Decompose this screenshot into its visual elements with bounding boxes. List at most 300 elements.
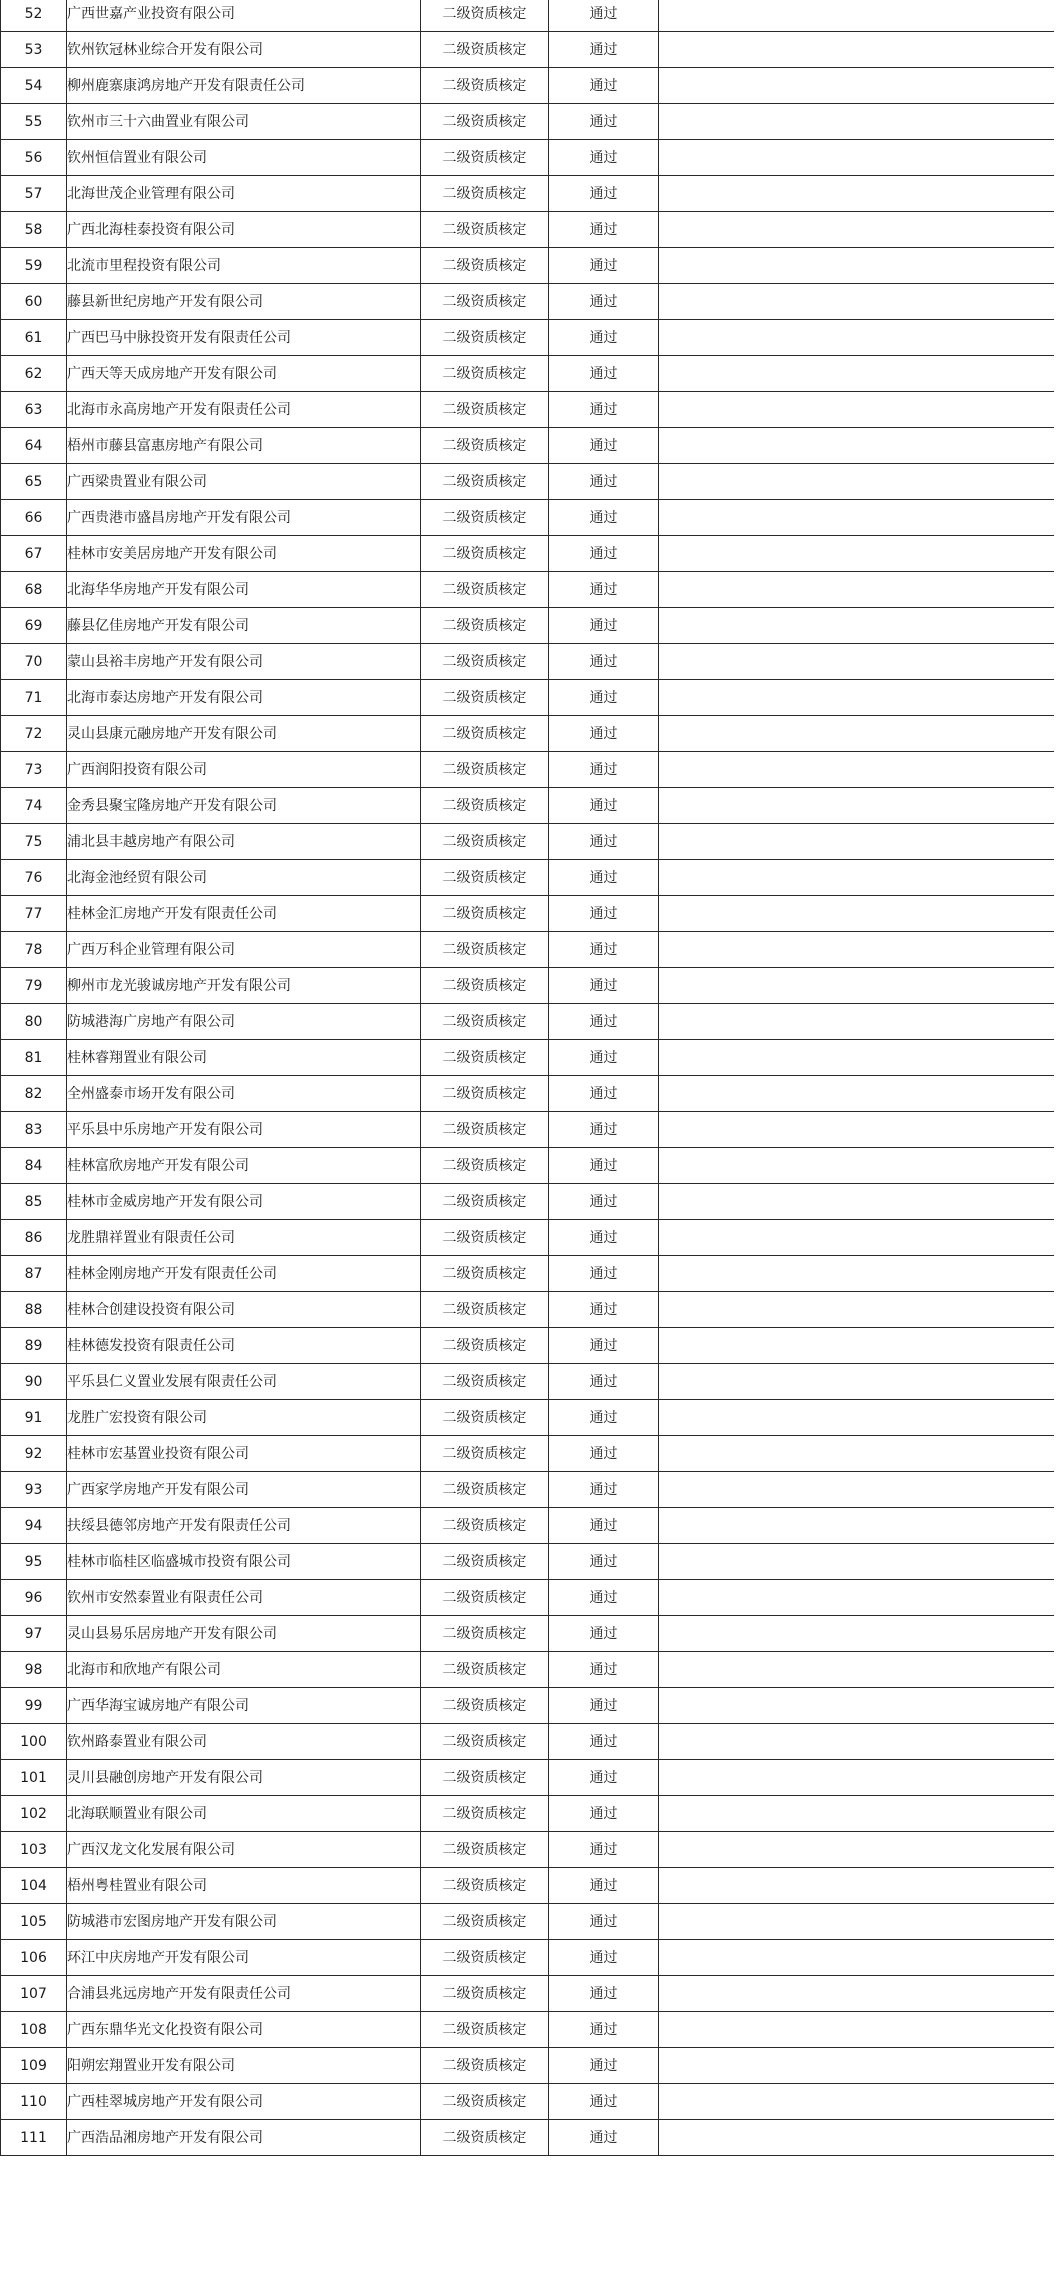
- row-number: 81: [1, 1040, 67, 1076]
- remarks: [659, 176, 1055, 212]
- table-row: [1, 1544, 1055, 1580]
- company-name: 桂林市宏基置业投资有限公司: [67, 1436, 421, 1472]
- table-row: [1, 824, 1055, 860]
- company-name: 北海金池经贸有限公司: [67, 860, 421, 896]
- remarks: [659, 2012, 1055, 2048]
- remarks: [659, 1688, 1055, 1724]
- qualification-type: 二级资质核定: [421, 788, 549, 824]
- table-row: [1, 1328, 1055, 1364]
- review-result: 通过: [549, 1940, 659, 1976]
- table-row: [1, 356, 1055, 392]
- row-number: 102: [1, 1796, 67, 1832]
- qualification-type: 二级资质核定: [421, 1004, 549, 1040]
- qualification-type: 二级资质核定: [421, 1292, 549, 1328]
- review-result: 通过: [549, 572, 659, 608]
- table-row: [1, 176, 1055, 212]
- table-row: [1, 932, 1055, 968]
- qualification-type: 二级资质核定: [421, 1796, 549, 1832]
- row-number: 73: [1, 752, 67, 788]
- remarks: [659, 284, 1055, 320]
- qualification-type: 二级资质核定: [421, 1832, 549, 1868]
- remarks: [659, 896, 1055, 932]
- remarks: [659, 2084, 1055, 2120]
- remarks: [659, 1724, 1055, 1760]
- company-name: 钦州恒信置业有限公司: [67, 140, 421, 176]
- qualification-type: 二级资质核定: [421, 2012, 549, 2048]
- company-name: 梧州市藤县富惠房地产有限公司: [67, 428, 421, 464]
- row-number: 59: [1, 248, 67, 284]
- review-result: 通过: [549, 1328, 659, 1364]
- remarks: [659, 1256, 1055, 1292]
- remarks: [659, 572, 1055, 608]
- remarks: [659, 1868, 1055, 1904]
- company-name: 防城港海广房地产有限公司: [67, 1004, 421, 1040]
- row-number: 61: [1, 320, 67, 356]
- company-name: 广西桂翠城房地产开发有限公司: [67, 2084, 421, 2120]
- company-name: 桂林睿翔置业有限公司: [67, 1040, 421, 1076]
- review-result: 通过: [549, 1580, 659, 1616]
- table-row: [1, 104, 1055, 140]
- company-name: 桂林金汇房地产开发有限责任公司: [67, 896, 421, 932]
- qualification-type: 二级资质核定: [421, 572, 549, 608]
- remarks: [659, 1580, 1055, 1616]
- remarks: [659, 1400, 1055, 1436]
- remarks: [659, 1292, 1055, 1328]
- qualification-type: 二级资质核定: [421, 1940, 549, 1976]
- qualification-type: 二级资质核定: [421, 392, 549, 428]
- remarks: [659, 32, 1055, 68]
- qualification-type: 二级资质核定: [421, 32, 549, 68]
- row-number: 93: [1, 1472, 67, 1508]
- qualification-type: 二级资质核定: [421, 356, 549, 392]
- review-result: 通过: [549, 428, 659, 464]
- review-result: 通过: [549, 1832, 659, 1868]
- table-row: [1, 1112, 1055, 1148]
- row-number: 74: [1, 788, 67, 824]
- remarks: [659, 1436, 1055, 1472]
- row-number: 52: [1, 0, 67, 32]
- review-result: 通过: [549, 140, 659, 176]
- remarks: [659, 1976, 1055, 2012]
- review-result: 通过: [549, 1796, 659, 1832]
- remarks: [659, 1760, 1055, 1796]
- company-name: 合浦县兆远房地产开发有限责任公司: [67, 1976, 421, 2012]
- row-number: 55: [1, 104, 67, 140]
- qualification-type: 二级资质核定: [421, 536, 549, 572]
- review-result: 通过: [549, 1760, 659, 1796]
- review-result: 通过: [549, 1724, 659, 1760]
- row-number: 108: [1, 2012, 67, 2048]
- qualification-type: 二级资质核定: [421, 1256, 549, 1292]
- qualification-type: 二级资质核定: [421, 1508, 549, 1544]
- table-row: [1, 68, 1055, 104]
- company-name: 钦州市安然泰置业有限责任公司: [67, 1580, 421, 1616]
- review-result: 通过: [549, 2012, 659, 2048]
- company-name: 广西巴马中脉投资开发有限责任公司: [67, 320, 421, 356]
- company-name: 广西天等天成房地产开发有限公司: [67, 356, 421, 392]
- company-name: 广西润阳投资有限公司: [67, 752, 421, 788]
- remarks: [659, 1940, 1055, 1976]
- company-name: 北流市里程投资有限公司: [67, 248, 421, 284]
- qualification-type: 二级资质核定: [421, 1724, 549, 1760]
- company-name: 广西世嘉产业投资有限公司: [67, 0, 421, 32]
- remarks: [659, 1508, 1055, 1544]
- table-row: [1, 1004, 1055, 1040]
- company-name: 广西北海桂泰投资有限公司: [67, 212, 421, 248]
- review-result: 通过: [549, 608, 659, 644]
- table-row: [1, 1472, 1055, 1508]
- table-row: [1, 1688, 1055, 1724]
- table-row: [1, 140, 1055, 176]
- company-name: 广西华海宝诚房地产有限公司: [67, 1688, 421, 1724]
- qualification-type: 二级资质核定: [421, 932, 549, 968]
- row-number: 111: [1, 2120, 67, 2156]
- company-name: 平乐县中乐房地产开发有限公司: [67, 1112, 421, 1148]
- remarks: [659, 2048, 1055, 2084]
- row-number: 88: [1, 1292, 67, 1328]
- row-number: 89: [1, 1328, 67, 1364]
- qualification-type: 二级资质核定: [421, 320, 549, 356]
- remarks: [659, 1040, 1055, 1076]
- remarks: [659, 536, 1055, 572]
- qualification-type: 二级资质核定: [421, 1220, 549, 1256]
- company-name: 钦州市三十六曲置业有限公司: [67, 104, 421, 140]
- table-row: [1, 212, 1055, 248]
- company-name: 灵山县易乐居房地产开发有限公司: [67, 1616, 421, 1652]
- row-number: 56: [1, 140, 67, 176]
- row-number: 99: [1, 1688, 67, 1724]
- review-result: 通过: [549, 1220, 659, 1256]
- remarks: [659, 104, 1055, 140]
- table-row: [1, 1220, 1055, 1256]
- remarks: [659, 248, 1055, 284]
- review-result: 通过: [549, 1976, 659, 2012]
- table-row: [1, 0, 1055, 32]
- row-number: 100: [1, 1724, 67, 1760]
- remarks: [659, 1148, 1055, 1184]
- row-number: 90: [1, 1364, 67, 1400]
- remarks: [659, 464, 1055, 500]
- table-row: [1, 1832, 1055, 1868]
- review-result: 通过: [549, 32, 659, 68]
- company-name: 桂林德发投资有限责任公司: [67, 1328, 421, 1364]
- qualification-type: 二级资质核定: [421, 1688, 549, 1724]
- review-result: 通过: [549, 392, 659, 428]
- review-result: 通过: [549, 1868, 659, 1904]
- row-number: 57: [1, 176, 67, 212]
- review-result: 通过: [549, 500, 659, 536]
- table-row: [1, 1976, 1055, 2012]
- company-name: 灵山县康元融房地产开发有限公司: [67, 716, 421, 752]
- table-row: [1, 968, 1055, 1004]
- table-row: [1, 680, 1055, 716]
- remarks: [659, 680, 1055, 716]
- row-number: 72: [1, 716, 67, 752]
- company-name: 灵川县融创房地产开发有限公司: [67, 1760, 421, 1796]
- row-number: 84: [1, 1148, 67, 1184]
- remarks: [659, 752, 1055, 788]
- review-result: 通过: [549, 2084, 659, 2120]
- table-row: [1, 464, 1055, 500]
- review-result: 通过: [549, 284, 659, 320]
- row-number: 96: [1, 1580, 67, 1616]
- qualification-type: 二级资质核定: [421, 212, 549, 248]
- company-name: 广西浩品湘房地产开发有限公司: [67, 2120, 421, 2156]
- remarks: [659, 1796, 1055, 1832]
- row-number: 64: [1, 428, 67, 464]
- qualification-type: 二级资质核定: [421, 1400, 549, 1436]
- review-result: 通过: [549, 104, 659, 140]
- row-number: 107: [1, 1976, 67, 2012]
- remarks: [659, 1004, 1055, 1040]
- qualification-type: 二级资质核定: [421, 1436, 549, 1472]
- qualification-type: 二级资质核定: [421, 896, 549, 932]
- row-number: 68: [1, 572, 67, 608]
- company-name: 桂林金刚房地产开发有限责任公司: [67, 1256, 421, 1292]
- qualification-type: 二级资质核定: [421, 140, 549, 176]
- company-name: 桂林市金威房地产开发有限公司: [67, 1184, 421, 1220]
- qualification-type: 二级资质核定: [421, 1112, 549, 1148]
- review-result: 通过: [549, 536, 659, 572]
- row-number: 58: [1, 212, 67, 248]
- qualification-type: 二级资质核定: [421, 608, 549, 644]
- table-row: [1, 428, 1055, 464]
- table-row: [1, 572, 1055, 608]
- table-row: [1, 1076, 1055, 1112]
- table-row: [1, 1904, 1055, 1940]
- remarks: [659, 2120, 1055, 2156]
- table-row: [1, 500, 1055, 536]
- review-result: 通过: [549, 1004, 659, 1040]
- row-number: 69: [1, 608, 67, 644]
- review-result: 通过: [549, 1148, 659, 1184]
- review-result: 通过: [549, 1904, 659, 1940]
- remarks: [659, 716, 1055, 752]
- row-number: 105: [1, 1904, 67, 1940]
- company-name: 北海市泰达房地产开发有限公司: [67, 680, 421, 716]
- qualification-type: 二级资质核定: [421, 1760, 549, 1796]
- table-row: [1, 1184, 1055, 1220]
- company-name: 扶绥县德邻房地产开发有限责任公司: [67, 1508, 421, 1544]
- company-name: 北海世茂企业管理有限公司: [67, 176, 421, 212]
- company-name: 藤县亿佳房地产开发有限公司: [67, 608, 421, 644]
- review-result: 通过: [549, 752, 659, 788]
- company-name: 广西家学房地产开发有限公司: [67, 1472, 421, 1508]
- row-number: 83: [1, 1112, 67, 1148]
- company-name: 广西汉龙文化发展有限公司: [67, 1832, 421, 1868]
- review-result: 通过: [549, 2120, 659, 2156]
- row-number: 87: [1, 1256, 67, 1292]
- company-name: 环江中庆房地产开发有限公司: [67, 1940, 421, 1976]
- row-number: 80: [1, 1004, 67, 1040]
- remarks: [659, 1112, 1055, 1148]
- company-name: 金秀县聚宝隆房地产开发有限公司: [67, 788, 421, 824]
- row-number: 60: [1, 284, 67, 320]
- row-number: 110: [1, 2084, 67, 2120]
- remarks: [659, 1184, 1055, 1220]
- review-result: 通过: [549, 212, 659, 248]
- table-row: [1, 2120, 1055, 2156]
- remarks: [659, 1832, 1055, 1868]
- row-number: 63: [1, 392, 67, 428]
- table-row: [1, 896, 1055, 932]
- table-row: [1, 1724, 1055, 1760]
- review-result: 通过: [549, 1292, 659, 1328]
- qualification-type: 二级资质核定: [421, 104, 549, 140]
- row-number: 53: [1, 32, 67, 68]
- qualification-type: 二级资质核定: [421, 500, 549, 536]
- row-number: 66: [1, 500, 67, 536]
- company-name: 平乐县仁义置业发展有限责任公司: [67, 1364, 421, 1400]
- row-number: 86: [1, 1220, 67, 1256]
- row-number: 62: [1, 356, 67, 392]
- row-number: 76: [1, 860, 67, 896]
- company-name: 广西梁贵置业有限公司: [67, 464, 421, 500]
- row-number: 92: [1, 1436, 67, 1472]
- remarks: [659, 860, 1055, 896]
- company-name: 龙胜鼎祥置业有限责任公司: [67, 1220, 421, 1256]
- table-row: [1, 788, 1055, 824]
- review-result: 通过: [549, 248, 659, 284]
- review-result: 通过: [549, 1040, 659, 1076]
- table-row: [1, 2012, 1055, 2048]
- row-number: 70: [1, 644, 67, 680]
- row-number: 67: [1, 536, 67, 572]
- company-name: 北海联顺置业有限公司: [67, 1796, 421, 1832]
- remarks: [659, 68, 1055, 104]
- table-row: [1, 1616, 1055, 1652]
- qualification-type: 二级资质核定: [421, 1364, 549, 1400]
- table-row: [1, 644, 1055, 680]
- qualification-type: 二级资质核定: [421, 1904, 549, 1940]
- company-name: 北海市永高房地产开发有限责任公司: [67, 392, 421, 428]
- remarks: [659, 212, 1055, 248]
- review-result: 通过: [549, 1652, 659, 1688]
- company-name: 桂林富欣房地产开发有限公司: [67, 1148, 421, 1184]
- remarks: [659, 1328, 1055, 1364]
- remarks: [659, 356, 1055, 392]
- row-number: 101: [1, 1760, 67, 1796]
- company-name: 钦州钦冠林业综合开发有限公司: [67, 32, 421, 68]
- table-row: [1, 716, 1055, 752]
- qualification-type: 二级资质核定: [421, 1076, 549, 1112]
- remarks: [659, 428, 1055, 464]
- table-row: [1, 1148, 1055, 1184]
- review-result: 通过: [549, 1364, 659, 1400]
- row-number: 79: [1, 968, 67, 1004]
- row-number: 77: [1, 896, 67, 932]
- remarks: [659, 140, 1055, 176]
- remarks: [659, 0, 1055, 32]
- qualification-type: 二级资质核定: [421, 1580, 549, 1616]
- qualification-type: 二级资质核定: [421, 680, 549, 716]
- company-name: 柳州市龙光骏诚房地产开发有限公司: [67, 968, 421, 1004]
- table-row: [1, 1652, 1055, 1688]
- review-result: 通过: [549, 1544, 659, 1580]
- qualification-type: 二级资质核定: [421, 1328, 549, 1364]
- review-result: 通过: [549, 1508, 659, 1544]
- review-result: 通过: [549, 1112, 659, 1148]
- table-row: [1, 1760, 1055, 1796]
- qualification-type: 二级资质核定: [421, 824, 549, 860]
- row-number: 85: [1, 1184, 67, 1220]
- row-number: 78: [1, 932, 67, 968]
- remarks: [659, 1652, 1055, 1688]
- remarks: [659, 500, 1055, 536]
- remarks: [659, 1472, 1055, 1508]
- table-row: [1, 1508, 1055, 1544]
- company-name: 桂林市临桂区临盛城市投资有限公司: [67, 1544, 421, 1580]
- qualification-type: 二级资质核定: [421, 1652, 549, 1688]
- qualification-type: 二级资质核定: [421, 1040, 549, 1076]
- remarks: [659, 968, 1055, 1004]
- table-row: [1, 1796, 1055, 1832]
- remarks: [659, 608, 1055, 644]
- table-row: [1, 392, 1055, 428]
- table-row: [1, 1400, 1055, 1436]
- qualification-type: 二级资质核定: [421, 1616, 549, 1652]
- row-number: 109: [1, 2048, 67, 2084]
- qualification-type: 二级资质核定: [421, 644, 549, 680]
- table-row: [1, 32, 1055, 68]
- row-number: 65: [1, 464, 67, 500]
- company-name: 蒙山县裕丰房地产开发有限公司: [67, 644, 421, 680]
- qualification-type: 二级资质核定: [421, 68, 549, 104]
- remarks: [659, 788, 1055, 824]
- remarks: [659, 824, 1055, 860]
- review-result: 通过: [549, 860, 659, 896]
- remarks: [659, 1364, 1055, 1400]
- qualification-type: 二级资质核定: [421, 176, 549, 212]
- table-row: [1, 2048, 1055, 2084]
- table-row: [1, 608, 1055, 644]
- remarks: [659, 320, 1055, 356]
- qualification-type: 二级资质核定: [421, 1544, 549, 1580]
- table-row: [1, 1040, 1055, 1076]
- table-row: [1, 1868, 1055, 1904]
- remarks: [659, 932, 1055, 968]
- review-result: 通过: [549, 1436, 659, 1472]
- qualification-type: 二级资质核定: [421, 860, 549, 896]
- company-name: 桂林合创建设投资有限公司: [67, 1292, 421, 1328]
- qualification-type: 二级资质核定: [421, 2120, 549, 2156]
- review-result: 通过: [549, 0, 659, 32]
- row-number: 104: [1, 1868, 67, 1904]
- table-row: [1, 1256, 1055, 1292]
- company-name: 北海市和欣地产有限公司: [67, 1652, 421, 1688]
- qualification-type: 二级资质核定: [421, 248, 549, 284]
- review-result: 通过: [549, 464, 659, 500]
- review-result: 通过: [549, 1688, 659, 1724]
- table-row: [1, 1940, 1055, 1976]
- company-name: 防城港市宏图房地产开发有限公司: [67, 1904, 421, 1940]
- company-name: 龙胜广宏投资有限公司: [67, 1400, 421, 1436]
- review-result: 通过: [549, 320, 659, 356]
- company-name: 阳朔宏翔置业开发有限公司: [67, 2048, 421, 2084]
- review-result: 通过: [549, 68, 659, 104]
- table-row: [1, 1436, 1055, 1472]
- review-result: 通过: [549, 896, 659, 932]
- review-result: 通过: [549, 176, 659, 212]
- company-name: 钦州路泰置业有限公司: [67, 1724, 421, 1760]
- review-result: 通过: [549, 1616, 659, 1652]
- company-name: 梧州粤桂置业有限公司: [67, 1868, 421, 1904]
- remarks: [659, 1616, 1055, 1652]
- table-row: [1, 284, 1055, 320]
- table-row: [1, 320, 1055, 356]
- row-number: 106: [1, 1940, 67, 1976]
- company-name: 广西贵港市盛昌房地产开发有限公司: [67, 500, 421, 536]
